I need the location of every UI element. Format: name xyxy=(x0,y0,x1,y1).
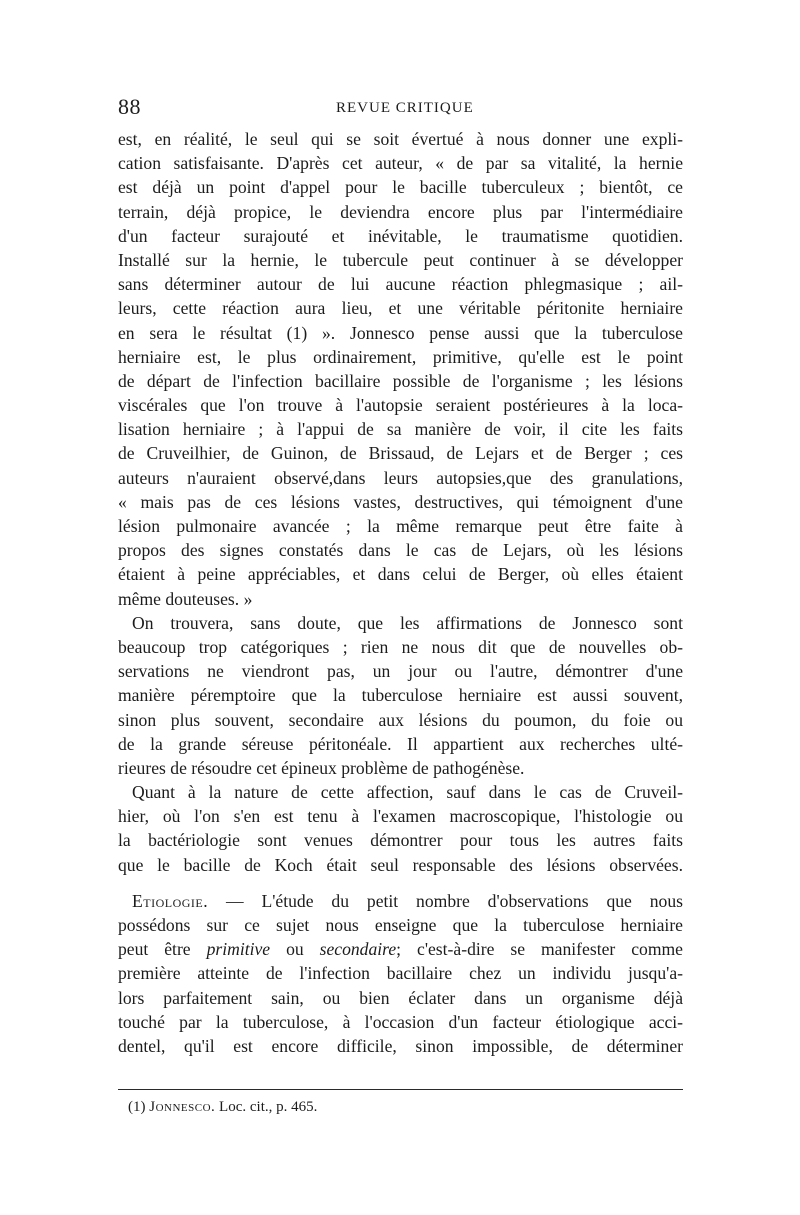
text-line: leurs, cette réaction aura lieu, et une véritable péritonite herniaire xyxy=(118,298,683,319)
text-line: beaucoup trop catégoriques ; rien ne nous dit que de nouvelles ob- xyxy=(118,636,683,657)
text-line: première atteinte de l'infection bacillaire chez un individu jusqu'a- xyxy=(118,963,683,984)
text-line: terrain, déjà propice, le deviendra encore plus par l'intermédiaire xyxy=(118,201,683,222)
text-line: Installé sur la hernie, le tubercule peut continuer à se développer xyxy=(118,249,683,270)
text-segment: ou xyxy=(270,939,320,960)
text-line: sinon plus souvent, secondaire aux lésions du poumon, du foie ou xyxy=(118,709,683,730)
text-line: lisation herniaire ; à l'appui de sa manière de voir, il cite les faits xyxy=(118,419,683,440)
text-line: dentel, qu'il est encore difficile, sinon impossible, de déterminer xyxy=(118,1035,683,1056)
section-heading: Etiologie. xyxy=(132,890,209,911)
footnote xyxy=(128,1099,317,1116)
paragraph-1 xyxy=(118,127,683,611)
text-line: lésion pulmonaire avancée ; la même remarque peut être faite à xyxy=(118,516,683,536)
body-text xyxy=(118,127,683,1058)
text-line: sans déterminer autour de lui aucune réaction phlegmasique ; ail- xyxy=(118,274,683,295)
text-segment: — L'étude du petit nombre d'observations que nous xyxy=(208,890,683,911)
text-line xyxy=(118,937,683,961)
text-line: manière péremptoire que la tuberculose herniaire est aussi souvent, xyxy=(118,685,683,706)
text-line: possédons sur ce sujet nous enseigne que la tuberculose herniaire xyxy=(118,915,683,935)
section-gap xyxy=(118,877,683,889)
text-line: hier, où l'on s'en est tenu à l'examen macroscopique, l'histologie ou xyxy=(118,806,683,827)
footnote-citation: Loc. cit., p. 465. xyxy=(215,1099,318,1115)
text-line: de la grande séreuse péritonéale. Il appartient aux recherches ulté- xyxy=(118,733,683,754)
text-line: « mais pas de ces lésions vastes, destructives, qui témoignent d'une xyxy=(118,491,683,512)
paragraph-3 xyxy=(118,780,683,877)
footnote-marker: (1) xyxy=(128,1099,150,1115)
text-line: de départ de l'infection bacillaire possible de l'organisme ; les lésions xyxy=(118,370,683,391)
text-line: servations ne viendront pas, un jour ou l'autre, démontrer d'une xyxy=(118,661,683,682)
text-line: cation satisfaisante. D'après cet auteur, « de par sa vitalité, la hernie xyxy=(118,153,683,174)
text-line: même douteuses. » xyxy=(118,588,253,609)
text-line: On trouvera, sans doute, que les affirmations de Jonnesco sont xyxy=(132,612,683,633)
text-line: Quant à la nature de cette affection, sauf dans le cas de Cruveil- xyxy=(132,782,683,803)
page-header xyxy=(118,94,683,124)
text-line: rieures de résoudre cet épineux problème de pathogénèse. xyxy=(118,757,525,778)
text-line: auteurs n'auraient observé,dans leurs autopsies,que des granulations, xyxy=(118,467,683,488)
text-line: propos des signes constatés dans le cas de Lejars, où les lésions xyxy=(118,540,683,561)
text-line: touché par la tuberculose, à l'occasion d'un facteur étiologique acci- xyxy=(118,1011,683,1032)
text-line: herniaire est, le plus ordinairement, primitive, qu'elle est le point xyxy=(118,346,683,367)
text-segment: ; c'est-à-dire se manifester comme xyxy=(396,939,683,960)
text-line: est déjà un point d'appel pour le bacille tuberculeux ; bientôt, ce xyxy=(118,177,683,198)
page-number: 88 xyxy=(118,94,141,119)
paragraph-2 xyxy=(118,611,683,780)
footnote-rule xyxy=(118,1089,683,1090)
text-line: étaient à peine appréciables, et dans celui de Berger, où elles étaient xyxy=(118,564,683,585)
text-segment: peut être xyxy=(118,939,207,960)
running-head: REVUE CRITIQUE xyxy=(336,100,474,116)
text-line: lors parfaitement sain, ou bien éclater dans un organisme déjà xyxy=(118,987,683,1008)
text-line: est, en réalité, le seul qui se soit évertué à nous donner une expli- xyxy=(118,129,683,149)
text-line: d'un facteur surajouté et inévitable, le traumatisme quotidien. xyxy=(118,225,683,246)
text-line: de Cruveilhier, de Guinon, de Brissaud, de Lejars et de Berger ; ces xyxy=(118,443,683,464)
footnote-author: Jonnesco. xyxy=(149,1099,216,1115)
paragraph-etiologie xyxy=(118,889,683,1058)
text-line: la bactériologie sont venues démontrer pour tous les autres faits xyxy=(118,830,683,851)
emphasis-primitive: primitive xyxy=(206,939,271,960)
text-line: que le bacille de Koch était seul responsable des lésions observées. xyxy=(118,854,683,875)
text-line: en sera le résultat (1) ». Jonnesco pense aussi que la tuberculose xyxy=(118,322,683,343)
text-line: viscérales que l'on trouve à l'autopsie seraient postérieures à la loca- xyxy=(118,395,683,416)
text-line xyxy=(118,889,683,913)
emphasis-secondaire: secondaire xyxy=(319,939,397,960)
